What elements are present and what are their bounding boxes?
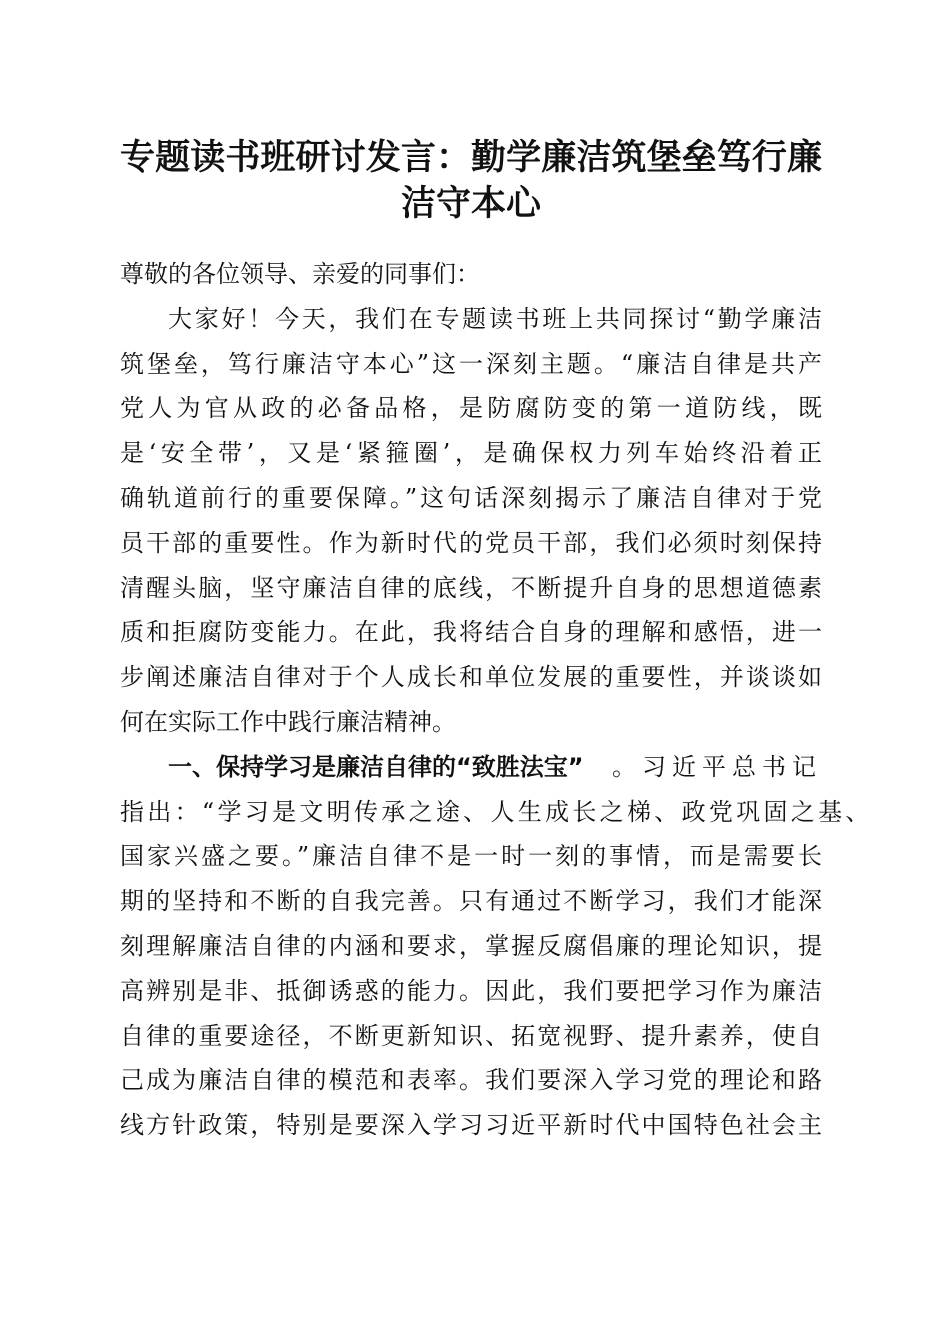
text-line: 是‘安全带’，又是‘紧箍圈’，是确保权力列车始终沿着正	[120, 439, 822, 468]
text-line: 何在实际工作中践行廉洁精神。	[120, 707, 456, 736]
text-line: 刻理解廉洁自律的内涵和要求，掌握反腐倡廉的理论知识，提	[120, 931, 822, 960]
text-line: 指出：“学习是文明传承之途、人生成长之梯、政党巩固之基、	[120, 797, 873, 826]
text-line: 质和拒腐防变能力。在此，我将结合自身的理解和感悟，进一	[120, 618, 822, 647]
text-fragment: 。习近平总书记	[612, 752, 822, 781]
paragraph-intro	[120, 297, 822, 745]
document-body	[120, 252, 873, 1148]
text-line: 期的坚持和不断的自我完善。只有通过不断学习，我们才能深	[120, 887, 822, 916]
text-line: 确轨道前行的重要保障。”这句话深刻揭示了廉洁自律对于党	[120, 483, 822, 512]
section-heading: 一、保持学习是廉洁自律的“致胜法宝”	[168, 752, 584, 781]
title-line-1: 专题读书班研讨发言：勤学廉洁筑堡垒笃行廉	[120, 137, 822, 178]
paragraph-section-1	[120, 745, 873, 1148]
greeting: 尊敬的各位领导、亲爱的同事们：	[120, 260, 480, 288]
text-line: 步阐述廉洁自律对于个人成长和单位发展的重要性，并谈谈如	[120, 663, 822, 692]
text-line: 筑堡垒，笃行廉洁守本心”这一深刻主题。“廉洁自律是共产	[120, 349, 822, 378]
document-title	[120, 135, 822, 227]
text-line: 高辨别是非、抵御诱惑的能力。因此，我们要把学习作为廉洁	[120, 976, 822, 1005]
text-line: 线方针政策，特别是要深入学习习近平新时代中国特色社会主	[120, 1111, 822, 1140]
title-line-2: 洁守本心	[400, 183, 541, 224]
text-line: 党人为官从政的必备品格，是防腐防变的第一道防线，既	[120, 394, 822, 423]
text-line: 自律的重要途径，不断更新知识、拓宽视野、提升素养，使自	[120, 1021, 822, 1050]
text-line: 国家兴盛之要。”廉洁自律不是一时一刻的事情，而是需要长	[120, 842, 822, 871]
text-line: 清醒头脑，坚守廉洁自律的底线，不断提升自身的思想道德素	[120, 573, 822, 602]
text-line: 己成为廉洁自律的模范和表率。我们要深入学习党的理论和路	[120, 1066, 822, 1095]
section-heading-line	[120, 745, 822, 790]
text-line: 员干部的重要性。作为新时代的党员干部，我们必须时刻保持	[120, 528, 822, 557]
text-line: 大家好！今天，我们在专题读书班上共同探讨“勤学廉洁	[168, 304, 822, 333]
